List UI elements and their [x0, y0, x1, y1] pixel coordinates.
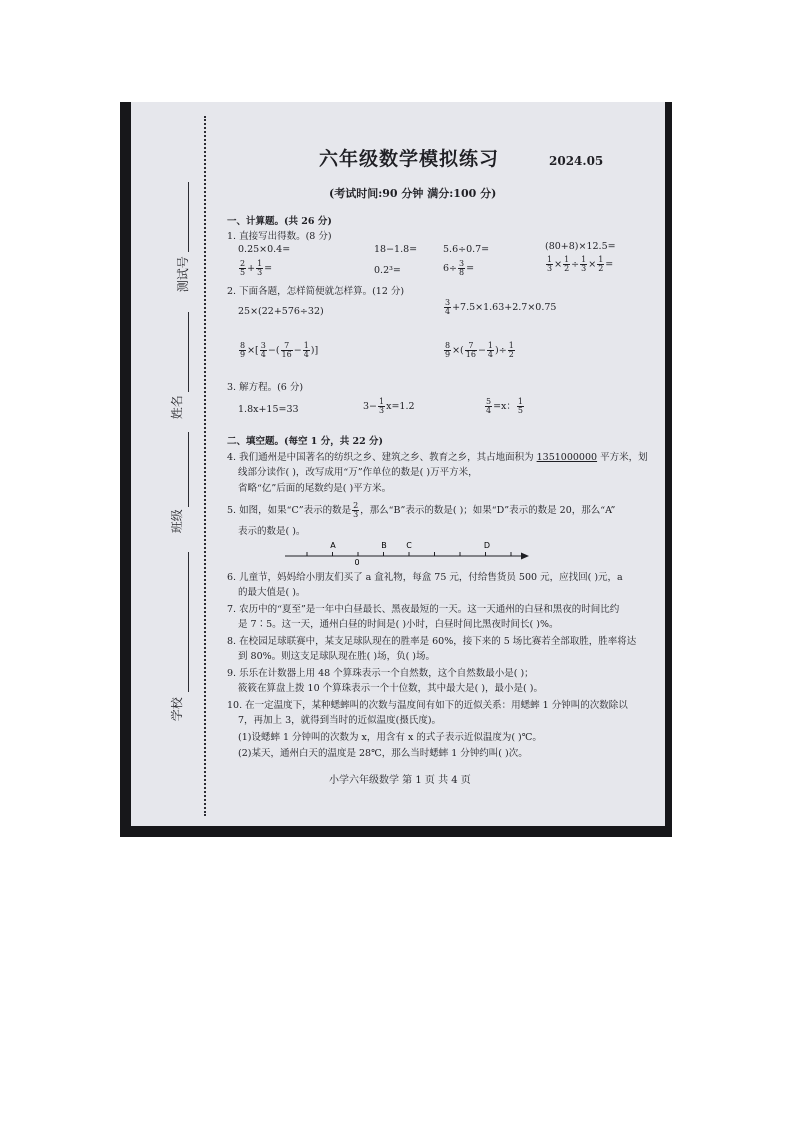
side-line-name [188, 312, 189, 392]
q3-equation-3: $\frac{5}{4}$ =x： $\frac{1}{5}$ [486, 397, 524, 415]
q1-item-2: 18−1.8= [374, 244, 418, 255]
binding-dotted-line [204, 116, 206, 816]
q7-line-2: 是 7∶5。这一天，通州白昼的时间是( )小时，白昼时间比黑夜时间长( )%。 [238, 619, 559, 630]
q2-expr-2: $\frac{3}{4}$ +7.5×1.63+2.7×0.75 [445, 298, 557, 316]
q9-line-2: 筱筱在算盘上拨 10 个算珠表示一个十位数，其中最大是( )，最小是( )。 [238, 683, 543, 694]
q1-item-7: 6÷ $\frac{3}{8}$ = [443, 259, 475, 277]
q2-expr-4: $\frac{8}{9}$ ×( $\frac{7}{16}$ − $\frac{1}{4}$ )÷ $\frac{1}{2}$ [445, 341, 514, 359]
q1-item-6: 0.2³= [374, 265, 401, 276]
q10-line-2: 7，再加上 3，就得到当时的近似温度(摄氏度)。 [238, 715, 442, 726]
q3-equation-1: 1.8x+15=33 [238, 404, 299, 415]
label-d: D [483, 541, 491, 550]
q10-line-4: (2)某天，通州白天的温度是 28℃，那么当时蟋蟀 1 分钟约叫( )次。 [238, 748, 528, 759]
label-b: B [381, 541, 387, 550]
q6-line-1: 6. 儿童节，妈妈给小朋友们买了 a 盒礼物，每盒 75 元，付给售货员 500 元，应找回( )元，a [227, 572, 623, 583]
q1-item-8: $\frac{1}{3}$ × $\frac{1}{2}$ ÷ $\frac{1}{3}$ × $\frac{1}{2}$ = [547, 255, 614, 273]
label-a: A [330, 541, 336, 550]
number-line-ticks [307, 552, 511, 556]
number-line [279, 534, 535, 566]
section2-heading: 二、填空题。(每空 1 分，共 22 分) [227, 436, 384, 447]
q10-line-1: 10. 在一定温度下，某种蟋蟀叫的次数与温度间有如下的近似关系：用蟋蟀 1 分钟叫的次数除以 [227, 700, 628, 711]
page-footer: 小学六年级数学 第 1 页 共 4 页 [329, 775, 471, 786]
exam-sheet [131, 102, 665, 826]
q9-line-1: 9. 乐乐在计数器上用 48 个算珠表示一个自然数，这个自然数最小是( )； [227, 668, 534, 679]
q6-line-2: 的最大值是( )。 [238, 587, 306, 598]
q4-underlined-number: 1351000000 [536, 452, 598, 463]
section1-heading: 一、计算题。(共 26 分) [227, 216, 332, 227]
side-line-class [188, 432, 189, 507]
side-line-school [188, 552, 189, 692]
q7-line-1: 7. 农历中的“夏至”是一年中白昼最长、黑夜最短的一天。这一天通州的白昼和黑夜的时间比约 [227, 604, 620, 615]
q1-item-1: 0.25×0.4= [238, 244, 291, 255]
side-label-school: 学校 [169, 697, 184, 722]
label-zero: 0 [354, 558, 360, 566]
q2-title: 2. 下面各题，怎样简便就怎样算。(12 分) [227, 286, 405, 297]
exam-subtitle: (考试时间:90 分钟 满分:100 分) [329, 187, 497, 200]
q1-item-3: 5.6÷0.7= [443, 244, 490, 255]
q1-title: 1. 直接写出得数。(8 分) [227, 231, 332, 242]
q1-item-4: (80+8)×12.5= [545, 241, 616, 252]
q3-title: 3. 解方程。(6 分) [227, 382, 304, 393]
page-title: 六年级数学模拟练习 [319, 148, 500, 170]
side-label-class: 班级 [169, 509, 184, 534]
q8-line-2: 到 80%。则这支足球队现在胜( )场，负( )场。 [238, 651, 436, 662]
q8-line-1: 8. 在校园足球联赛中，某支足球队现在的胜率是 60%，接下来的 5 场比赛若全部取胜，胜率将达 [227, 636, 637, 647]
q4-line-2: 线部分读作( )，改写成用“万”作单位的数是( )万平方米， [238, 467, 478, 478]
q4-line-1: 4. 我们通州是中国著名的纺织之乡、建筑之乡、教育之乡，其占地面积为 1351000000 平方米，划 [227, 452, 648, 463]
side-line-exam-no [188, 182, 189, 252]
q5-line-2: 表示的数是( )。 [238, 526, 306, 537]
number-line-arrow [521, 553, 529, 560]
q2-expr-1: 25×(22+576÷32) [238, 306, 324, 317]
q5-line-1: 5. 如图，如果“C”表示的数是 $\frac{2}{3}$ ，那么“B”表示的数是( )；如果“D”表示的数是 20，那么“A” [227, 501, 616, 519]
side-label-exam-no: 测试号 [175, 256, 190, 293]
exam-date: 2024.05 [549, 154, 604, 168]
q2-expr-3: $\frac{8}{9}$ ×[ $\frac{3}{4}$ −( $\frac{7}{16}$ − $\frac{1}{4}$ )] [240, 341, 319, 359]
q1-item-5: $\frac{2}{5}$ + $\frac{1}{3}$ = [240, 259, 273, 277]
label-c: C [406, 541, 412, 550]
q10-line-3: (1)设蟋蟀 1 分钟叫的次数为 x，用含有 x 的式子表示近似温度为( )℃。 [238, 732, 542, 743]
q3-equation-2: 3− $\frac{1}{3}$ x=1.2 [363, 397, 415, 415]
side-label-name: 姓名 [169, 395, 184, 420]
q4-line-3: 省略“亿”后面的尾数约是( )平方米。 [238, 483, 392, 494]
